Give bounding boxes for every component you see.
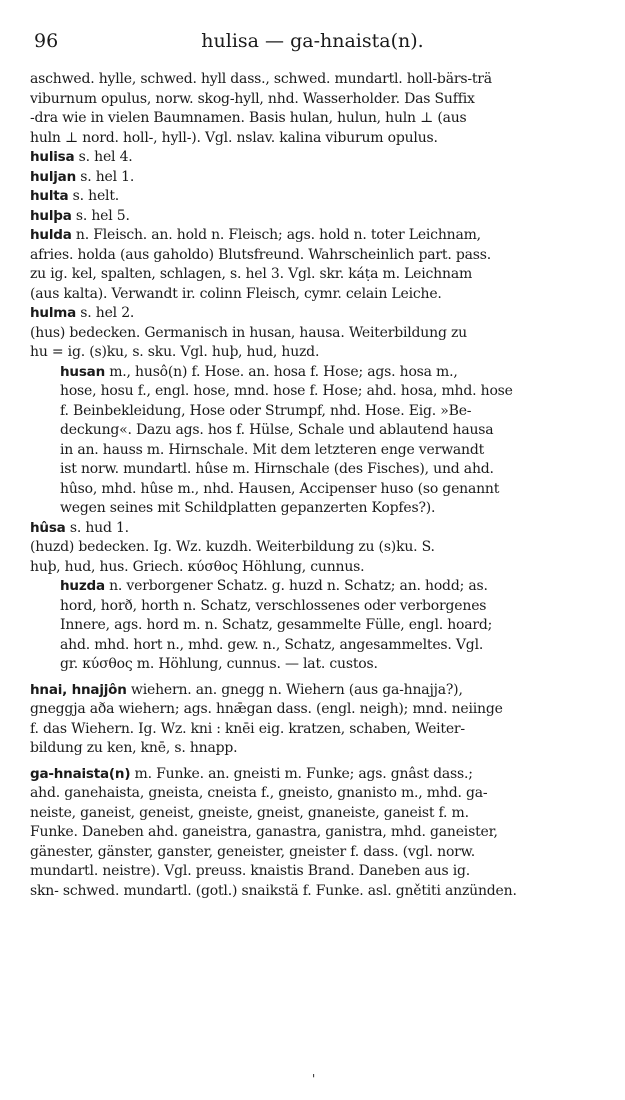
text-line	[30, 577, 598, 597]
text-line	[30, 324, 598, 344]
text-line	[30, 109, 598, 129]
text-line	[30, 363, 598, 383]
line-text: m. Funke. an. gneisti m. Funke; ags. gnâst dass.;	[130, 765, 473, 782]
line-text: (huzd) bedecken. Ig. Wz. kuzdh. Weiterbildung zu (s)ku. S.	[30, 539, 435, 555]
text-line	[30, 382, 598, 402]
line-text: viburnum opulus, norw. skog-hyll, nhd. Wasserholder. Das Suffix	[30, 90, 475, 107]
text-line	[30, 148, 598, 168]
line-text: hûso, mhd. hûse m., nhd. Hausen, Accipenser huso (so genannt	[60, 480, 500, 497]
text-line	[30, 226, 598, 246]
text-line	[30, 882, 598, 902]
line-text: s. hel 2.	[76, 305, 135, 321]
line-text: gr. κύσθος m. Höhlung, cunnus. — lat. custos.	[60, 656, 378, 672]
headword: hnai, hnajjôn	[30, 681, 127, 698]
text-line	[30, 499, 598, 519]
headword: hulþa	[30, 207, 72, 224]
line-text: afries. holda (aus gaholdo) Blutsfreund. Wahrscheinlich part. pass.	[30, 246, 491, 263]
text-line	[30, 862, 598, 882]
text-line	[30, 460, 598, 480]
line-text: f. das Wiehern. Ig. Wz. kni : knēi eig. kratzen, schaben, Weiter-	[30, 720, 465, 737]
text-line	[30, 246, 598, 266]
headword: hulta	[30, 188, 69, 204]
line-text: (hus) bedecken. Germanisch in husan, hausa. Weiterbildung zu	[30, 324, 467, 341]
text-line	[30, 765, 598, 785]
line-text: s. hel 5.	[71, 207, 130, 224]
line-text: Funke. Daneben ahd. ganeistra, ganastra, ganistra, mhd. ganeister,	[30, 824, 498, 840]
headword: hûsa	[30, 519, 66, 536]
text-line	[30, 265, 598, 285]
page-number: 96	[34, 30, 59, 52]
line-text: in an. hauss m. Hirnschale. Mit dem letzteren enge verwandt	[60, 441, 485, 458]
line-text: s. hel 4.	[74, 149, 133, 165]
line-text: s. hud 1.	[65, 519, 129, 536]
text-line	[30, 636, 598, 656]
text-line	[30, 129, 598, 149]
page-header	[30, 30, 595, 54]
line-text: n. Fleisch. an. hold n. Fleisch; ags. hold n. toter Leichnam,	[71, 227, 481, 243]
text-line	[30, 655, 598, 675]
line-text: hu = ig. (s)ku, s. sku. Vgl. huþ, hud, huzd.	[30, 344, 320, 360]
line-text: skn- schwed. mundartl. (gotl.) snaikstä f. Funke. asl. gnětiti anzünden.	[30, 882, 517, 899]
text-line	[30, 616, 598, 636]
headword: ga-hnaista(n)	[30, 765, 131, 782]
text-line	[30, 343, 598, 363]
line-text: f. Beinbekleidung, Hose oder Strumpf, nhd. Hose. Eig. »Be-	[60, 402, 472, 419]
headword: huzda	[60, 578, 105, 594]
text-line	[30, 519, 598, 539]
text-line	[30, 538, 598, 558]
text-line	[30, 700, 598, 720]
dictionary-text	[30, 70, 598, 901]
text-line	[30, 441, 598, 461]
text-line	[30, 681, 598, 701]
line-text: bildung zu ken, knē, s. hnapp.	[30, 740, 238, 756]
line-text: aschwed. hylle, schwed. hyll dass., schwed. mundartl. holl-bärs-trä	[30, 71, 492, 87]
line-text: gänester, gänster, ganster, geneister, gneister f. dass. (vgl. norw.	[30, 843, 476, 860]
line-text: deckung«. Dazu ags. hos f. Hülse, Schale und ablautend hausa	[60, 422, 494, 438]
headword: hulda	[30, 227, 72, 243]
text-line	[30, 823, 598, 843]
line-text: s. hel 1.	[76, 168, 135, 185]
headword: hulisa	[30, 149, 75, 165]
text-line	[30, 70, 598, 90]
line-text: neiste, ganeist, geneist, gneiste, gneist, gnaneiste, ganeist f. m.	[30, 804, 469, 821]
text-line	[30, 207, 598, 227]
footer-mark: '	[312, 1072, 316, 1086]
line-text: gneggja aða wiehern; ags. hnǣgan dass. (engl. neigh); mnd. neiinge	[30, 701, 503, 717]
text-line	[30, 739, 598, 759]
line-text: m., husô(n) f. Hose. an. hosa f. Hose; ags. hosa m.,	[104, 363, 458, 380]
line-text: huln ⊥ nord. holl-, hyll-). Vgl. nslav. kalina viburum opulus.	[30, 129, 438, 146]
line-text: hose, hosu f., engl. hose, mnd. hose f. Hose; ahd. hosa, mhd. hose	[60, 383, 513, 399]
line-text: ahd. mhd. hort n., mhd. gew. n., Schatz, angesammeltes. Vgl.	[60, 636, 484, 653]
line-text: zu ig. kel, spalten, schlagen, s. hel 3. Vgl. skr. káṭa m. Leichnam	[30, 266, 473, 282]
text-line	[30, 187, 598, 207]
headword: huljan	[30, 168, 76, 185]
line-text: -dra wie in vielen Baumnamen. Basis hulan, hulun, huln ⊥ (aus	[30, 110, 467, 126]
text-line	[30, 804, 598, 824]
headword: husan	[60, 363, 105, 380]
line-text: (aus kalta). Verwandt ir. colinn Fleisch, cymr. celain Leiche.	[30, 285, 442, 302]
text-line	[30, 285, 598, 305]
text-line	[30, 720, 598, 740]
line-text: huþ, hud, hus. Griech. κύσθος Höhlung, cunnus.	[30, 558, 365, 575]
text-line	[30, 597, 598, 617]
text-line	[30, 843, 598, 863]
text-line	[30, 558, 598, 578]
line-text: ahd. ganehaista, gneista, cneista f., gneisto, gnanisto m., mhd. ga-	[30, 785, 488, 801]
line-text: Innere, ags. hord m. n. Schatz, gesammelte Fülle, engl. hoard;	[60, 617, 493, 633]
line-text: n. verborgener Schatz. g. huzd n. Schatz; an. hodd; as.	[104, 578, 488, 594]
text-line	[30, 402, 598, 422]
text-line	[30, 480, 598, 500]
running-title: hulisa — ga-hnaista(n).	[201, 30, 424, 52]
text-line	[30, 784, 598, 804]
line-text: wiehern. an. gnegg n. Wiehern (aus ga-hnajja?),	[126, 681, 463, 698]
line-text: ist norw. mundartl. hûse m. Hirnschale (des Fisches), und ahd.	[60, 461, 494, 477]
text-line	[30, 304, 598, 324]
line-text: mundartl. neistre). Vgl. preuss. knaistis Brand. Daneben aus ig.	[30, 863, 471, 879]
line-text: s. helt.	[68, 188, 120, 204]
text-line	[30, 90, 598, 110]
line-text: wegen seines mit Schildplatten gepanzerten Kopfes?).	[60, 500, 436, 516]
text-line	[30, 421, 598, 441]
line-text: hord, horð, horth n. Schatz, verschlossenes oder verborgenes	[60, 597, 487, 614]
text-line	[30, 168, 598, 188]
headword: hulma	[30, 305, 77, 321]
